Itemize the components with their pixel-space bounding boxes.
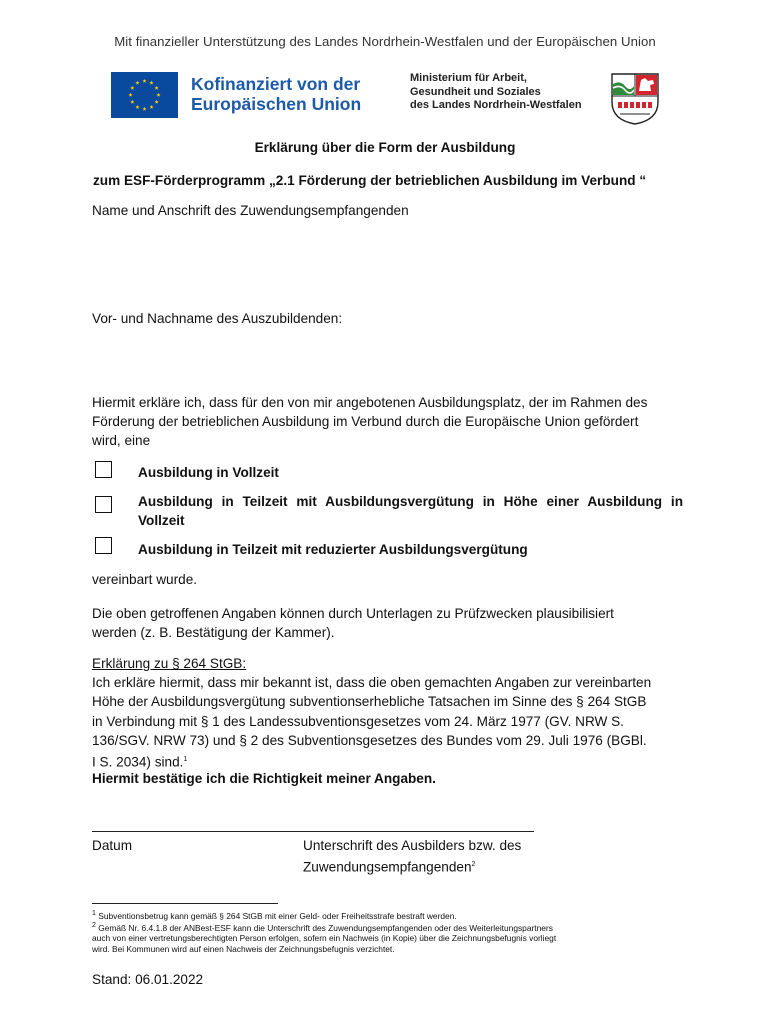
footnote-2-number: 2	[92, 922, 96, 929]
plausibility-line2: werden (z. B. Bestätigung der Kammer).	[92, 625, 335, 641]
eu-star	[128, 93, 132, 97]
eu-flag-logo	[111, 72, 178, 118]
footnote-1-text: Subventionsbetrug kann gemäß § 264 StGB mit einer Geld- oder Freiheitsstrafe bestraft werden.	[95, 910, 457, 921]
option-parttime-full-pay-line1: Ausbildung in Teilzeit mit Ausbildungsvergütung in Höhe einer Ausbildung in	[138, 494, 683, 509]
declaration-text	[92, 393, 692, 451]
ministry-line3: des Landes Nordrhein-Westfalen	[410, 99, 582, 111]
eu-cofinanced-label	[191, 74, 361, 114]
eu-star	[130, 100, 134, 104]
signature-line	[92, 831, 534, 832]
name-address-label: Name und Anschrift des Zuwendungsempfangenden	[92, 203, 409, 218]
stgb-line4: 136/SGV. NRW 73) und § 2 des Subventionsgesetzes des Bundes vom 29. Juli 1976 (BGBl.	[92, 732, 647, 748]
ministry-line2: Gesundheit und Soziales	[410, 85, 541, 98]
eu-star	[149, 105, 153, 109]
stgb-line5: I S. 2034) sind.	[92, 754, 184, 770]
plausibility-line1: Die oben getroffenen Angaben können durch Unterlagen zu Prüfzwecken plausibilisiert	[92, 606, 614, 621]
eu-star	[149, 81, 153, 85]
checkbox-parttime-full-pay[interactable]	[95, 496, 112, 513]
ministry-label	[410, 72, 582, 113]
confirmation-text: Hiermit bestätige ich die Richtigkeit meiner Angaben.	[92, 771, 436, 786]
eu-label-line1: Kofinanziert von der	[191, 74, 361, 94]
eu-star	[135, 105, 139, 109]
declaration-line3: wird, eine	[92, 433, 151, 449]
funding-notice: Mit finanzieller Unterstützung des Landes Nordrhein-Westfalen und der Europäischen Union	[114, 34, 656, 49]
footnote-ref-1[interactable]: 1	[183, 756, 188, 764]
agreed-text: vereinbart wurde.	[92, 572, 198, 587]
footnote-1	[92, 909, 682, 921]
option-parttime-full-pay-line2: Vollzeit	[138, 513, 185, 528]
signature-label-line1: Unterschrift des Ausbilders bzw. des	[303, 838, 522, 853]
eu-stars-icon	[111, 72, 178, 118]
eu-star	[155, 100, 159, 104]
eu-label-line2: Europäischen Union	[191, 94, 362, 114]
footnote-ref-2[interactable]: 2	[471, 861, 476, 869]
eu-star	[142, 79, 146, 83]
footnote-2-line1: Gemäß Nr. 6.4.1.8 der ANBest-ESF kann die Unterschrift des Zuwendungsempfangenden oder des Weiterleitungspartners	[95, 922, 553, 933]
date-label: Datum	[92, 838, 133, 853]
stgb-line3: in Verbindung mit § 1 des Landessubventionsgesetzes vom 24. März 1977 (GV. NRW S.	[92, 713, 624, 729]
eu-star	[142, 107, 146, 111]
stgb-heading: Erklärung zu § 264 StGB:	[92, 656, 247, 671]
declaration-line2: Förderung der betrieblichen Ausbildung im Verbund durch die Europäische Union gefördert	[92, 414, 639, 430]
signature-label-line2: Zuwendungsempfangenden	[303, 859, 472, 875]
stand-date: Stand: 06.01.2022	[92, 972, 204, 987]
form-title: Erklärung über die Form der Ausbildung	[254, 140, 516, 155]
plausibility-text	[92, 604, 692, 642]
signature-label	[303, 836, 563, 877]
nrw-coat-of-arms-logo	[610, 72, 660, 126]
option-fulltime-label: Ausbildung in Vollzeit	[138, 465, 279, 480]
trainee-name-label: Vor- und Nachname des Auszubildenden:	[92, 311, 343, 326]
footnote-2-line3: wird. Bei Kommunen wird auf einen Nachweis der Zeichnungsbefugnis verzichtet.	[92, 943, 395, 954]
option-parttime-reduced-pay-label: Ausbildung in Teilzeit mit reduzierter Ausbildungsvergütung	[138, 542, 528, 557]
eu-star	[130, 86, 134, 90]
stgb-line1: Ich erkläre hiermit, dass mir bekannt ist, dass die oben gemachten Angaben zur vereinbarten	[92, 675, 652, 691]
signature-label-line2-wrap	[303, 855, 563, 877]
checkbox-parttime-reduced-pay[interactable]	[95, 537, 112, 554]
checkbox-fulltime[interactable]	[95, 461, 112, 478]
footnote-2-line2: auch von einer vertretungsberechtigten Person erfolgen, sofern ein Nachweis (in Kopie) über die Zeichnungsbefugnis vorliegt	[92, 933, 557, 944]
stgb-section	[92, 654, 692, 772]
stgb-line2: Höhe der Ausbildungsvergütung subventionserhebliche Tatsachen im Sinne des § 264 StGB	[92, 694, 647, 710]
eu-star	[155, 86, 159, 90]
footnote-2	[92, 921, 682, 955]
footnote-1-number: 1	[92, 910, 96, 917]
form-subtitle: zum ESF-Förderprogramm „2.1 Förderung der betrieblichen Ausbildung im Verbund “	[93, 173, 647, 188]
ministry-line1: Ministerium für Arbeit,	[410, 72, 527, 84]
declaration-line1: Hiermit erkläre ich, dass für den von mir angebotenen Ausbildungsplatz, der im Rahmen des	[92, 395, 648, 410]
eu-star	[156, 93, 160, 97]
footnote-separator	[92, 903, 278, 904]
eu-star	[135, 81, 139, 85]
nrw-shield-icon	[610, 72, 660, 126]
